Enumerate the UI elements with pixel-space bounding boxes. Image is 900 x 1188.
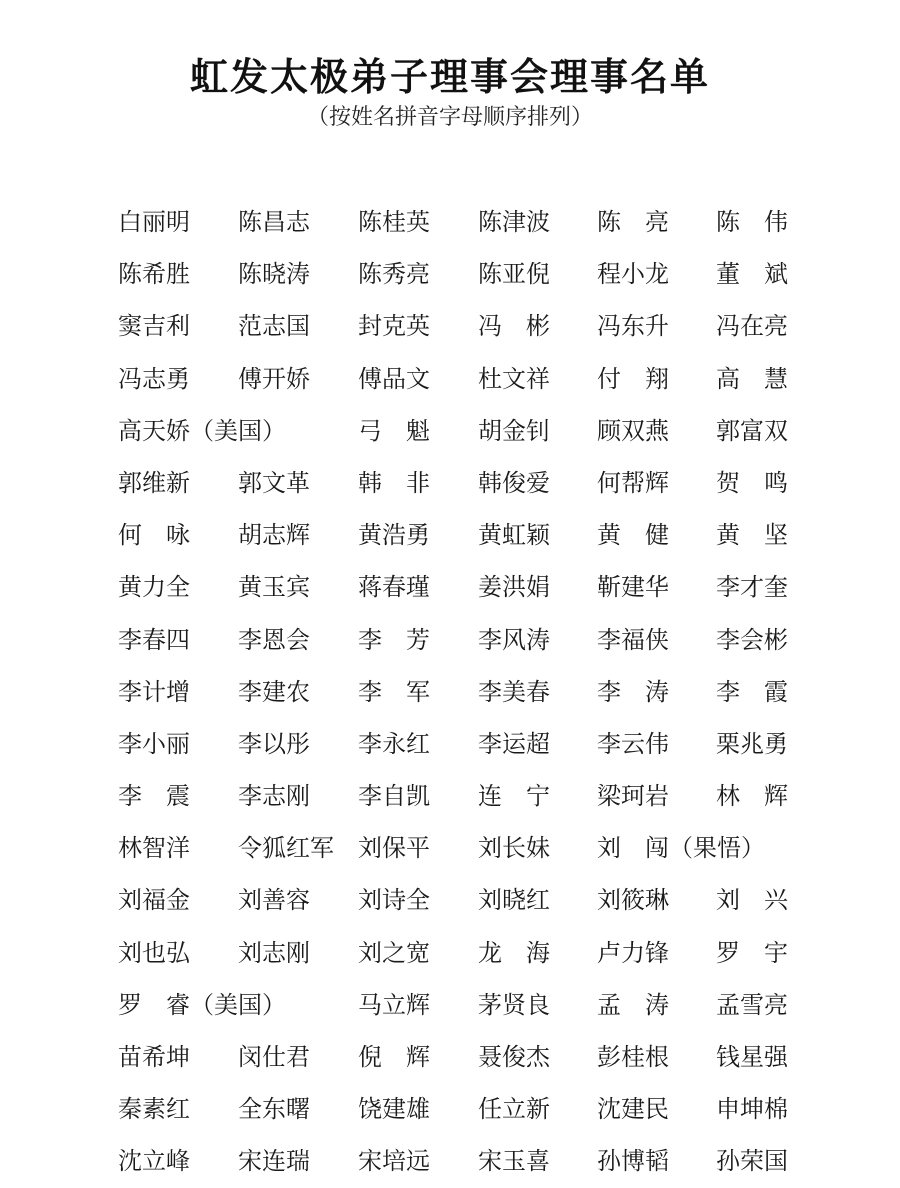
director-name: 李运超 — [478, 729, 550, 758]
director-name: 顾双燕 — [597, 416, 669, 445]
director-name: 杜文祥 — [478, 364, 550, 393]
director-name: 罗 睿（美国） — [118, 990, 286, 1019]
director-name: 李风涛 — [478, 625, 550, 654]
director-name: 胡志辉 — [238, 521, 310, 550]
name-row — [118, 561, 818, 613]
director-name: 梁珂岩 — [597, 782, 669, 811]
name-row — [118, 353, 818, 405]
director-name: 林 辉 — [716, 782, 788, 811]
director-name: 高天娇（美国） — [118, 416, 286, 445]
director-name: 刘筱琳 — [597, 886, 669, 915]
director-name: 黄 坚 — [716, 521, 788, 550]
director-name: 何帮辉 — [597, 468, 669, 497]
director-name: 付 翔 — [597, 364, 669, 393]
director-name: 苗希坤 — [118, 1043, 190, 1071]
director-name: 宋玉喜 — [478, 1147, 550, 1176]
name-row — [118, 979, 818, 1031]
director-name: 李美春 — [478, 677, 550, 706]
director-name: 李 涛 — [597, 677, 669, 706]
director-name: 韩俊爱 — [478, 468, 550, 497]
director-name: 钱星强 — [716, 1043, 788, 1071]
director-name: 刘保平 — [358, 834, 430, 863]
director-name: 刘 闯（果悟） — [597, 834, 765, 863]
director-name: 傅品文 — [358, 364, 430, 393]
director-name: 沈立峰 — [118, 1147, 190, 1176]
director-name: 宋连瑞 — [238, 1147, 310, 1176]
name-row — [118, 718, 818, 770]
director-name: 任立新 — [478, 1095, 550, 1124]
director-name: 陈 亮 — [597, 208, 669, 236]
director-name: 陈 伟 — [716, 208, 788, 236]
director-name: 刘志刚 — [238, 938, 310, 967]
director-name: 李 震 — [118, 782, 190, 811]
director-name: 封克英 — [358, 312, 430, 341]
director-name: 郭文革 — [238, 468, 310, 497]
director-name: 刘晓红 — [478, 886, 550, 915]
director-name: 李小丽 — [118, 729, 190, 758]
director-name: 靳建华 — [597, 573, 669, 602]
director-name: 卢力锋 — [597, 938, 669, 967]
director-name: 何 咏 — [118, 521, 190, 550]
name-row — [118, 770, 818, 822]
director-name: 郭富双 — [716, 416, 788, 445]
director-name: 李以彤 — [238, 729, 310, 758]
director-name: 孙博韬 — [597, 1147, 669, 1176]
name-row — [118, 457, 818, 509]
director-name: 李永红 — [358, 729, 430, 758]
director-name: 李恩会 — [238, 625, 310, 654]
director-name: 李福侠 — [597, 625, 669, 654]
director-name: 沈建民 — [597, 1095, 669, 1124]
director-name: 黄力全 — [118, 573, 190, 602]
director-name: 令狐红军 — [238, 834, 334, 863]
director-name: 冯志勇 — [118, 364, 190, 393]
director-name: 李自凯 — [358, 782, 430, 811]
director-name: 孟雪亮 — [716, 990, 788, 1019]
director-name: 申坤棉 — [716, 1095, 788, 1124]
name-row — [118, 248, 818, 300]
name-row — [118, 1083, 818, 1135]
director-name: 李才奎 — [716, 573, 788, 602]
director-name: 李 芳 — [358, 625, 430, 654]
director-name: 冯东升 — [597, 312, 669, 341]
name-row — [118, 927, 818, 979]
director-name: 马立辉 — [358, 990, 430, 1019]
director-name: 陈桂英 — [358, 208, 430, 236]
director-name: 黄 健 — [597, 521, 669, 550]
director-name: 李会彬 — [716, 625, 788, 654]
director-name: 陈晓涛 — [238, 260, 310, 289]
director-name: 倪 辉 — [358, 1043, 430, 1071]
director-name: 宋培远 — [358, 1147, 430, 1176]
director-name: 董 斌 — [716, 260, 788, 289]
name-row — [118, 509, 818, 561]
director-name: 孙荣国 — [716, 1147, 788, 1176]
director-name-list — [118, 196, 818, 1188]
director-name: 秦素红 — [118, 1095, 190, 1124]
director-name: 龙 海 — [478, 938, 550, 967]
director-name: 黄玉宾 — [238, 573, 310, 602]
name-row — [118, 874, 818, 926]
director-name: 胡金钊 — [478, 416, 550, 445]
director-name: 程小龙 — [597, 260, 669, 289]
director-name: 陈亚倪 — [478, 260, 550, 289]
director-name: 黄浩勇 — [358, 521, 430, 550]
director-name: 李 霞 — [716, 677, 788, 706]
document-title: 虹发太极弟子理事会理事名单 — [189, 54, 710, 100]
director-name: 傅开娇 — [238, 364, 310, 393]
name-row — [118, 666, 818, 718]
director-name: 李建农 — [238, 677, 310, 706]
director-name: 李云伟 — [597, 729, 669, 758]
director-name: 聂俊杰 — [478, 1043, 550, 1071]
director-name: 茅贤良 — [478, 990, 550, 1019]
director-name: 李 军 — [358, 677, 430, 706]
director-name: 冯在亮 — [716, 312, 788, 341]
director-name: 白丽明 — [118, 208, 190, 236]
director-name: 刘 兴 — [716, 886, 788, 915]
document-subtitle: （按姓名拼音字母顺序排列） — [306, 105, 593, 130]
name-row — [118, 1135, 818, 1187]
name-row — [118, 405, 818, 457]
director-name: 郭维新 — [118, 468, 190, 497]
director-name: 连 宁 — [478, 782, 550, 811]
director-name: 窦吉利 — [118, 312, 190, 341]
director-name: 陈希胜 — [118, 260, 190, 289]
director-name: 李志刚 — [238, 782, 310, 811]
director-name: 陈昌志 — [238, 208, 310, 236]
name-row — [118, 300, 818, 352]
director-name: 蒋春瑾 — [358, 573, 430, 602]
director-name: 刘也弘 — [118, 938, 190, 967]
director-name: 冯 彬 — [478, 312, 550, 341]
director-name: 罗 宇 — [716, 938, 788, 967]
director-name: 范志国 — [238, 312, 310, 341]
director-name: 闵仕君 — [238, 1043, 310, 1071]
director-name: 贺 鸣 — [716, 468, 788, 497]
director-name: 刘福金 — [118, 886, 190, 915]
name-row — [118, 614, 818, 666]
director-name: 陈秀亮 — [358, 260, 430, 289]
director-name: 陈津波 — [478, 208, 550, 236]
director-name: 刘长妹 — [478, 834, 550, 863]
director-name: 刘之宽 — [358, 938, 430, 967]
name-row — [118, 1031, 818, 1083]
name-row — [118, 196, 818, 248]
director-name: 弓 魁 — [358, 416, 430, 445]
director-name: 姜洪娟 — [478, 573, 550, 602]
director-name: 栗兆勇 — [716, 729, 788, 758]
director-name: 刘诗全 — [358, 886, 430, 915]
director-name: 彭桂根 — [597, 1043, 669, 1071]
director-name: 李计增 — [118, 677, 190, 706]
director-name: 黄虹颖 — [478, 521, 550, 550]
director-name: 饶建雄 — [358, 1095, 430, 1124]
director-name: 全东曙 — [238, 1095, 310, 1124]
director-name: 刘善容 — [238, 886, 310, 915]
director-name: 林智洋 — [118, 834, 190, 863]
director-name: 韩 非 — [358, 468, 430, 497]
director-name: 孟 涛 — [597, 990, 669, 1019]
director-name: 高 慧 — [716, 364, 788, 393]
director-name: 李春四 — [118, 625, 190, 654]
name-row — [118, 822, 818, 874]
